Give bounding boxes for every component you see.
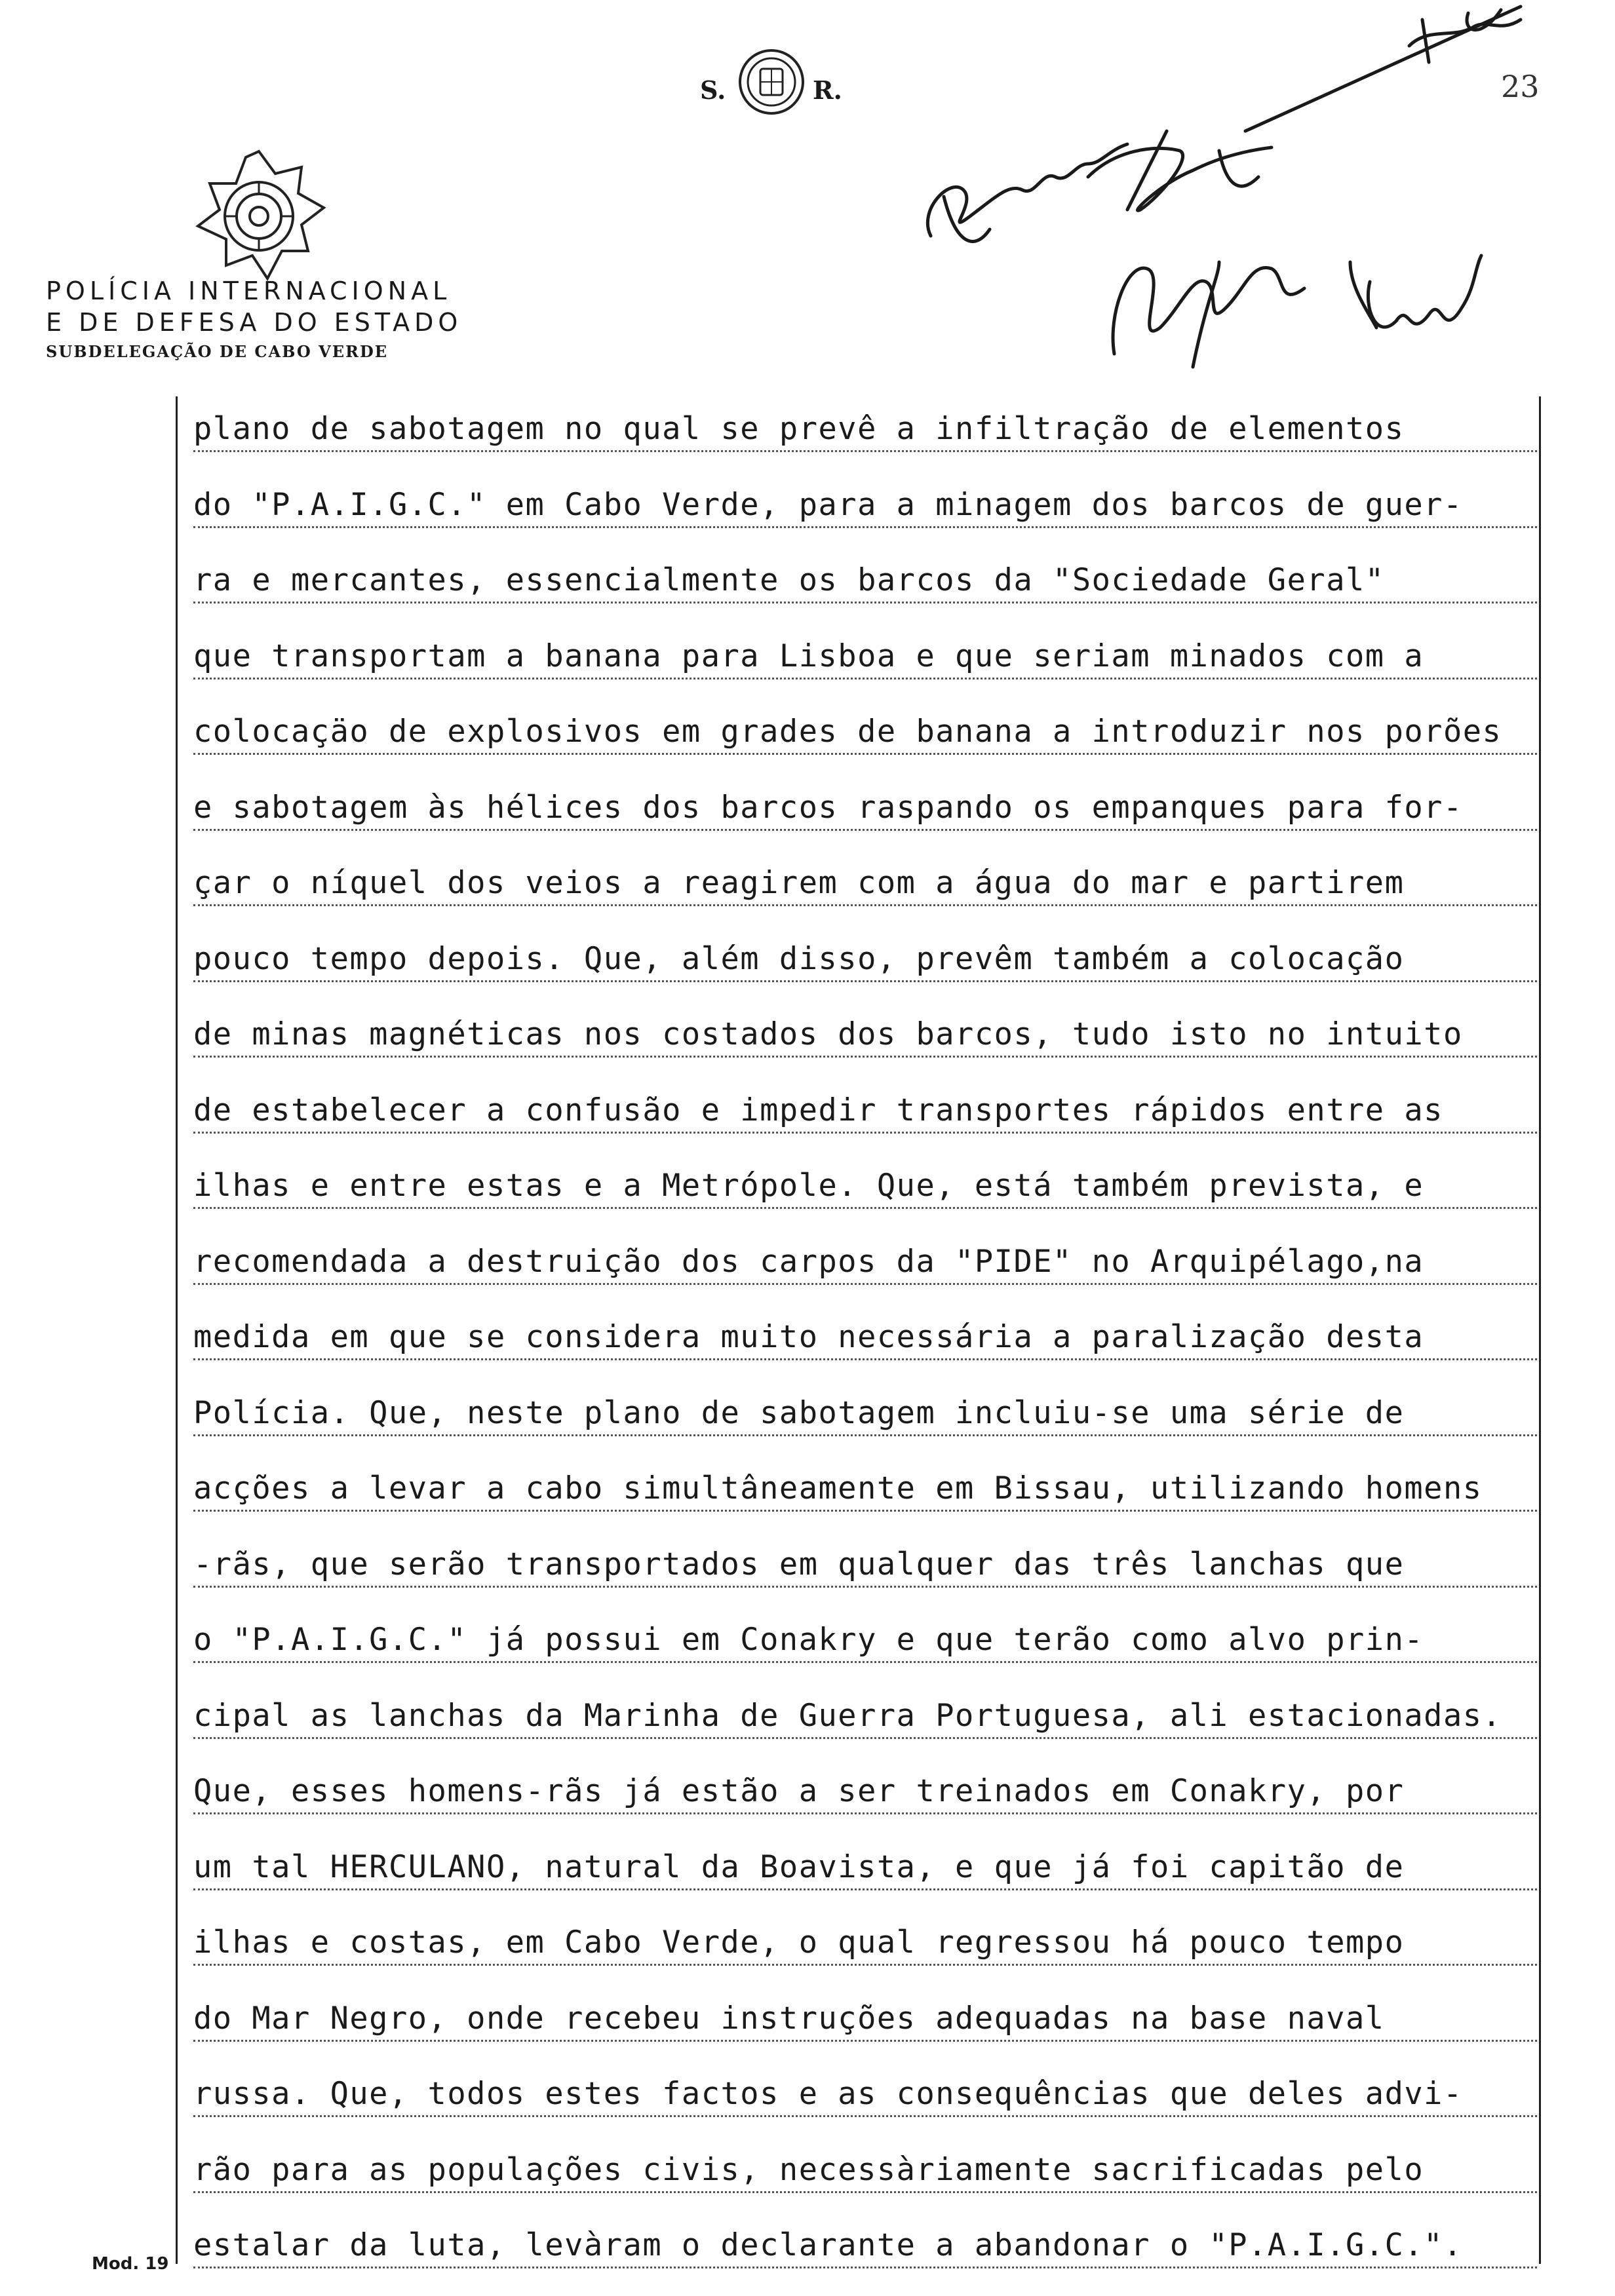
form-model-label: Mod. 19 (92, 2254, 169, 2274)
dotted-rule (193, 753, 1537, 755)
typed-line: estalar da luta, levàram o declarante a abandonar o "P.A.I.G.C.". (193, 2227, 1463, 2263)
dotted-rule (193, 1737, 1537, 1739)
typed-line: o "P.A.I.G.C." já possui em Conakry e que terão como alvo prin- (193, 1622, 1424, 1658)
typed-line: russa. Que, todos estes factos e as consequências que deles advi- (193, 2076, 1463, 2112)
typed-line: medida em que se considera muito necessária a paralização desta (193, 1319, 1424, 1355)
typed-line: çar o níquel dos veios a reagirem com a água do mar e partirem (193, 865, 1405, 901)
dotted-rule (193, 678, 1537, 679)
typed-line: ilhas e entre estas e a Metrópole. Que, está também prevista, e (193, 1168, 1424, 1204)
typed-line: ra e mercantes, essencialmente os barcos da "Sociedade Geral" (193, 562, 1385, 598)
subdelegation-label: SUBDELEGAÇÃO DE CABO VERDE (46, 342, 389, 361)
dotted-rule (193, 1510, 1537, 1512)
dotted-rule (193, 1358, 1537, 1360)
left-margin-rule (176, 396, 178, 2264)
typed-line: de estabelecer a confusão e impedir transportes rápidos entre as (193, 1092, 1443, 1128)
stamp-right-letter: R. (813, 75, 842, 105)
typed-line: pouco tempo depois. Que, além disso, prevêm também a colocação (193, 940, 1405, 977)
dotted-rule (193, 1661, 1537, 1663)
stamp-left-letter: S. (700, 75, 726, 105)
dotted-rule (193, 1586, 1537, 1588)
dotted-rule (193, 1056, 1537, 1058)
typed-line: recomendada a destruição dos carpos da "PIDE" no Arquipélago,na (193, 1243, 1424, 1280)
dotted-rule (193, 2267, 1537, 2268)
typed-line: do "P.A.I.G.C." em Cabo Verde, para a minagem dos barcos de guer- (193, 486, 1463, 523)
typed-line: e sabotagem às hélices dos barcos raspando os empanques para for- (193, 789, 1463, 826)
typed-line: que transportam a banana para Lisboa e que seriam minados com a (193, 638, 1424, 674)
dotted-rule (193, 450, 1537, 452)
dotted-rule (193, 1283, 1537, 1285)
typed-line: plano de sabotagem no qual se prevê a infiltração de elementos (193, 411, 1405, 447)
dotted-rule (193, 980, 1537, 982)
institution-line-2: E DE DEFESA DO ESTADO (46, 308, 463, 337)
typed-line: ilhas e costas, em Cabo Verde, o qual regressou há pouco tempo (193, 1924, 1405, 1961)
typed-line: Polícia. Que, neste plano de sabotagem incluiu-se uma série de (193, 1394, 1405, 1431)
typed-line: de minas magnéticas nos costados dos barcos, tudo isto no intuito (193, 1016, 1463, 1052)
typed-line: do Mar Negro, onde recebeu instruções adequadas na base naval (193, 2000, 1385, 2037)
typed-line: Que, esses homens-rãs já estão a ser treinados em Conakry, por (193, 1773, 1405, 1809)
dotted-rule (193, 904, 1537, 906)
dotted-rule (193, 1434, 1537, 1436)
typed-line: acções a levar a cabo simultâneamente em Bissau, utilizando homens (193, 1470, 1483, 1506)
dotted-rule (193, 1964, 1537, 1966)
dotted-rule (193, 526, 1537, 528)
dotted-rule (193, 1207, 1537, 1209)
institution-line-1: POLÍCIA INTERNACIONAL (46, 277, 452, 305)
typed-line: cipal as lanchas da Marinha de Guerra Portuguesa, ali estacionadas. (193, 1697, 1502, 1734)
folio-number: 23 (1501, 69, 1540, 104)
dotted-rule (193, 829, 1537, 831)
typed-line: -rãs, que serão transportados em qualquer das três lanchas que (193, 1546, 1405, 1582)
typed-line: um tal HERCULANO, natural da Boavista, e que já foi capitão de (193, 1848, 1405, 1885)
typed-line: colocaçäo de explosivos em grades de banana a introduzir nos porões (193, 714, 1502, 750)
dotted-rule (193, 1812, 1537, 1814)
typed-line: rão para as populações civis, necessàriamente sacrificadas pelo (193, 2151, 1424, 2188)
dotted-rule (193, 2040, 1537, 2042)
right-margin-rule (1539, 396, 1541, 2264)
dotted-rule (193, 602, 1537, 603)
dotted-rule (193, 2191, 1537, 2193)
dotted-rule (193, 1888, 1537, 1890)
dotted-rule (193, 2115, 1537, 2117)
dotted-rule (193, 1132, 1537, 1134)
